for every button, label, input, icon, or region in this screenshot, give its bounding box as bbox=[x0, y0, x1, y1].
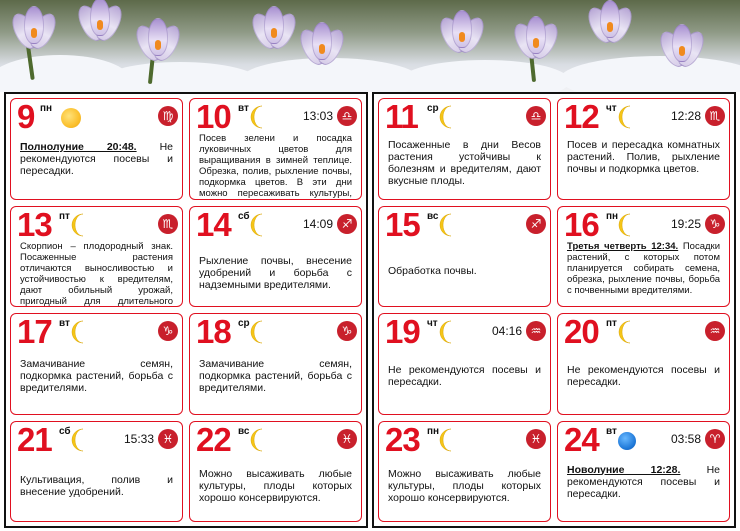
day-cell-16 bbox=[557, 206, 730, 308]
moonrise-time: 03:58 bbox=[670, 431, 701, 446]
capricorn-icon: ♑ bbox=[337, 321, 357, 341]
day-cell-22 bbox=[189, 421, 362, 523]
day-cell-24 bbox=[557, 421, 730, 523]
day-cell-15 bbox=[378, 206, 551, 308]
moon-phase: Полнолуние 20:48. bbox=[20, 141, 137, 153]
crescent-moon-icon bbox=[71, 319, 91, 345]
day-description: Новолуние 12:28. Не рекомендуются посевы и пересадки. bbox=[567, 463, 720, 500]
pisces-icon: ♓ bbox=[337, 429, 357, 449]
day-number: 13 bbox=[17, 205, 52, 243]
crocus-flower bbox=[300, 18, 344, 74]
weekday-label: сб bbox=[59, 425, 71, 437]
moon-phase: Новолуние 12:28. bbox=[567, 463, 681, 476]
sagittarius-icon: ♐ bbox=[337, 214, 357, 234]
day-description: Обработка почвы. bbox=[388, 264, 477, 277]
calendar-page-left bbox=[4, 92, 368, 528]
scorpio-icon: ♏ bbox=[158, 214, 178, 234]
crescent-moon-icon bbox=[618, 212, 638, 238]
crocus-flower bbox=[252, 2, 296, 58]
libra-icon: ♎ bbox=[337, 106, 357, 126]
libra-icon: ♎ bbox=[526, 106, 546, 126]
weekday-label: пн bbox=[427, 425, 440, 437]
day-number: 21 bbox=[17, 420, 52, 458]
day-cell-21 bbox=[10, 421, 183, 523]
day-description: Не рекомендуются посевы и пересадки. bbox=[567, 364, 720, 388]
weekday-label: пт bbox=[59, 210, 70, 222]
weekday-label: пн bbox=[40, 103, 53, 114]
weekday-label: вт bbox=[606, 425, 617, 437]
day-description: Полнолуние 20:48. Не рекомендуются посевы и пересадки. bbox=[20, 141, 174, 177]
day-cell-14 bbox=[189, 206, 362, 308]
weekday-label: чт bbox=[427, 318, 438, 329]
weekday-label: пн bbox=[606, 210, 619, 222]
new-moon-icon bbox=[618, 432, 636, 450]
pisces-icon: ♓ bbox=[526, 429, 546, 449]
crescent-moon-icon bbox=[439, 104, 459, 130]
crescent-moon-icon bbox=[618, 319, 638, 345]
day-description: Замачивание семян, подкормка растений, борьба с вредителями. bbox=[199, 358, 352, 394]
moonrise-time: 19:25 bbox=[670, 216, 701, 231]
moonrise-time: 04:16 bbox=[491, 324, 522, 338]
crescent-moon-icon bbox=[71, 427, 91, 453]
crocus-flower bbox=[514, 12, 558, 68]
day-number: 9 bbox=[17, 98, 35, 135]
weekday-label: ср bbox=[427, 103, 439, 114]
crescent-moon-icon bbox=[250, 212, 270, 238]
pisces-icon: ♓ bbox=[158, 429, 178, 449]
crocus-flower bbox=[12, 2, 56, 58]
crescent-moon-icon bbox=[250, 427, 270, 453]
weekday-label: вт bbox=[59, 318, 70, 329]
day-cell-11 bbox=[378, 98, 551, 200]
weekday-label: сб bbox=[238, 210, 250, 222]
day-number: 17 bbox=[17, 313, 52, 350]
crocus-flower bbox=[136, 14, 180, 70]
crescent-moon-icon bbox=[439, 427, 459, 453]
day-cell-20 bbox=[557, 313, 730, 415]
day-number: 22 bbox=[196, 420, 231, 458]
day-cell-17 bbox=[10, 313, 183, 415]
day-description: Можно высаживать любые культуры, плоды которых хорошо консервируются. bbox=[199, 467, 352, 504]
crescent-moon-icon bbox=[71, 212, 91, 238]
day-number: 24 bbox=[564, 420, 599, 458]
crescent-moon-icon bbox=[439, 319, 459, 345]
day-description: Культивация, полив и внесение удобрений. bbox=[20, 473, 173, 498]
day-description: Скорпион – плодородный знак. Посаженные растения отличаются выносливостью и устойчивостью к вредителям, дают обильный урожай, пригодный для длительного bbox=[20, 240, 173, 307]
crescent-moon-icon bbox=[250, 104, 270, 130]
sun-icon bbox=[61, 108, 81, 128]
scorpio-icon: ♏ bbox=[705, 106, 725, 126]
day-number: 14 bbox=[196, 205, 231, 243]
crescent-moon-icon bbox=[618, 104, 638, 130]
day-description: Посев и пересадка комнатных растений. Полив, рыхление почвы и подкормка цветов. bbox=[567, 139, 720, 175]
crescent-moon-icon bbox=[250, 319, 270, 345]
day-description: Можно высаживать любые культуры, плоды которых хорошо консервируются. bbox=[388, 467, 541, 504]
day-number: 12 bbox=[564, 98, 599, 135]
day-description: Третья четверть 12:34. Посадки растений, с которых потом планируется собирать семена, обрезка, рыхление почвы, борьба с почвенными вредителями. bbox=[567, 240, 720, 296]
day-cell-13 bbox=[10, 206, 183, 308]
day-cell-9 bbox=[10, 98, 183, 200]
moonrise-time: 13:03 bbox=[302, 109, 333, 123]
day-number: 10 bbox=[196, 98, 231, 135]
day-cell-19 bbox=[378, 313, 551, 415]
moonrise-time: 15:33 bbox=[123, 431, 154, 446]
day-description: Посаженные в дни Весов растения устойчивы к болезням и вредителям, дают вкусные плоды. bbox=[388, 139, 541, 187]
day-description: Не рекомендуются посевы и пересадки. bbox=[388, 364, 541, 388]
crescent-moon-icon bbox=[439, 212, 459, 238]
day-number: 16 bbox=[564, 205, 599, 243]
weekday-label: пт bbox=[606, 318, 617, 329]
moonrise-time: 14:09 bbox=[302, 216, 333, 231]
virgo-icon: ♍ bbox=[158, 106, 178, 126]
moon-phase: Третья четверть 12:34. bbox=[567, 240, 679, 252]
day-cell-23 bbox=[378, 421, 551, 523]
day-description: Посев зелени и посадка луковичных цветов для выращивания в зимней теплице. Обрезка, полив, рыхление почвы, подкормка цветов. В эти дни можно пересаживать культуры, bbox=[199, 133, 352, 199]
day-number: 11 bbox=[385, 98, 418, 135]
day-description: Рыхление почвы, внесение удобрений и борьба с надземными вредителями. bbox=[199, 254, 352, 291]
weekday-label: ср bbox=[238, 318, 250, 329]
capricorn-icon: ♑ bbox=[705, 214, 725, 234]
sagittarius-icon: ♐ bbox=[526, 214, 546, 234]
day-number: 18 bbox=[196, 313, 231, 350]
aries-icon: ♈ bbox=[705, 429, 725, 449]
weekday-label: вт bbox=[238, 103, 249, 114]
aquarius-icon: ♒ bbox=[526, 321, 546, 341]
day-cell-18 bbox=[189, 313, 362, 415]
day-number: 20 bbox=[564, 313, 599, 350]
weekday-label: вс bbox=[238, 425, 250, 437]
crocus-flower bbox=[440, 6, 484, 62]
crocus-flower bbox=[660, 20, 704, 76]
crocus-flower bbox=[588, 0, 632, 52]
aquarius-icon: ♒ bbox=[705, 321, 725, 341]
calendar-page-right bbox=[372, 92, 736, 528]
header-banner bbox=[0, 0, 740, 92]
weekday-label: вс bbox=[427, 210, 439, 222]
weekday-label: чт bbox=[606, 103, 617, 114]
day-number: 23 bbox=[385, 420, 420, 458]
day-description: Замачивание семян, подкормка растений, борьба с вредителями. bbox=[20, 358, 173, 394]
day-cell-12 bbox=[557, 98, 730, 200]
moonrise-time: 12:28 bbox=[670, 109, 701, 123]
day-number: 19 bbox=[385, 313, 420, 350]
capricorn-icon: ♑ bbox=[158, 321, 178, 341]
crocus-flower bbox=[78, 0, 122, 50]
day-number: 15 bbox=[385, 205, 420, 243]
day-cell-10 bbox=[189, 98, 362, 200]
